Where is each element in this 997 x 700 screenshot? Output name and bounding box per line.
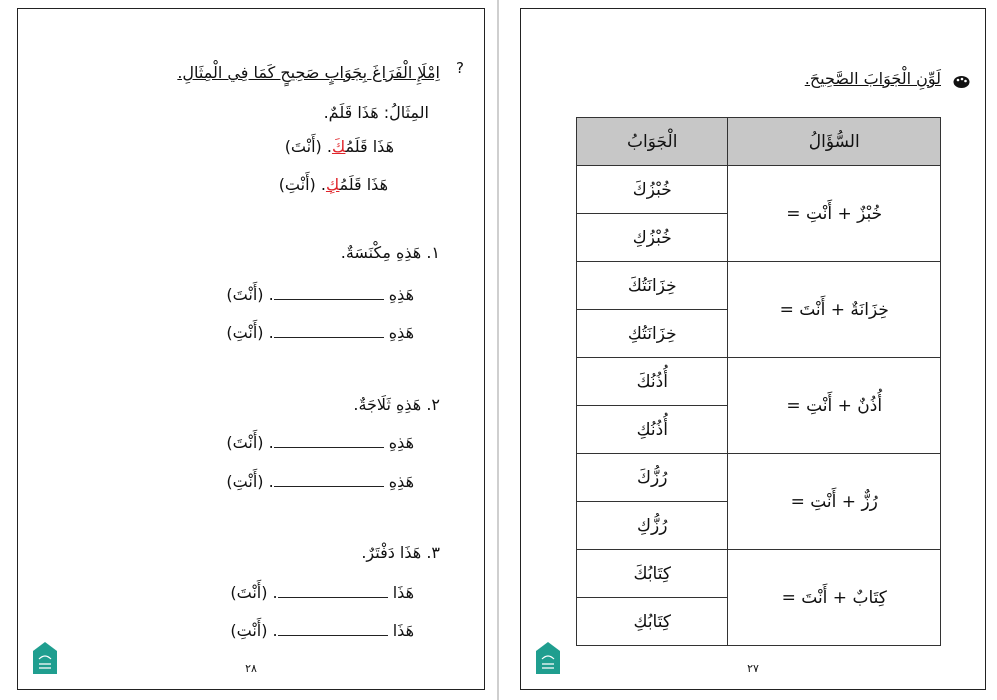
page-number: ٢٨ — [245, 662, 257, 675]
header-answer: الْجَوَابُ — [577, 118, 728, 166]
question-cell: رُزٌّ + أَنْتِ = — [728, 454, 941, 550]
answer-blank[interactable] — [274, 325, 384, 338]
example-answer-2: هَذَا قَلَمُكِ. (أَنْتِ) — [278, 175, 388, 194]
left-page — [17, 8, 485, 690]
answer-option[interactable]: خُبْزُكِ — [577, 214, 728, 262]
answer-option[interactable]: أُذُنُكِ — [577, 406, 728, 454]
answer-option[interactable]: خِزَانَتُكِ — [577, 310, 728, 358]
table-row — [577, 358, 941, 406]
answer-blank[interactable] — [278, 585, 388, 598]
table-header — [577, 118, 941, 166]
question-cell: أُذُنٌ + أَنْتِ = — [728, 358, 941, 454]
palette-icon — [953, 75, 970, 89]
header-question: السُّؤَالُ — [728, 118, 941, 166]
question-cell: كِتَابٌ + أَنْتَ = — [728, 550, 941, 646]
left-instruction: اِمْلَإِ الْفَرَاغَ بِجَوَابٍ صَحِيحٍ كَمَا فِي الْمِثَالِ. — [177, 63, 440, 82]
exercise-3-title: ٣. هَذَا دَفْتَرٌ. — [361, 543, 440, 562]
question-cell: خِزَانَةٌ + أَنْتَ = — [728, 262, 941, 358]
exercise-2-line-1: هَذِهِ . (أَنْتَ) — [226, 433, 414, 452]
table-row — [577, 262, 941, 310]
answer-option[interactable]: كِتَابُكَ — [577, 550, 728, 598]
table-row — [577, 166, 941, 214]
answer-option[interactable]: خُبْزُكَ — [577, 166, 728, 214]
exercise-1-title: ١. هَذِهِ مِكْنَسَةٌ. — [340, 243, 440, 262]
table-row — [577, 550, 941, 598]
answer-option[interactable]: رُزُّكِ — [577, 502, 728, 550]
answer-option[interactable]: رُزُّكَ — [577, 454, 728, 502]
exercise-3-line-2: هَذَا . (أَنْتِ) — [230, 621, 414, 640]
question-cell: خُبْزٌ + أَنْتِ = — [728, 166, 941, 262]
example-label: المِثَالُ: هَذَا قَلَمٌ. — [323, 103, 429, 122]
answer-blank[interactable] — [278, 623, 388, 636]
table-row — [577, 454, 941, 502]
page-number: ٢٧ — [747, 662, 759, 675]
exercise-1-line-2: هَذِهِ . (أَنْتِ) — [226, 323, 414, 342]
question-mark-icon: ? — [456, 59, 464, 77]
answers-table — [576, 117, 941, 646]
page-divider — [497, 0, 499, 700]
answer-option[interactable]: أُذُنُكَ — [577, 358, 728, 406]
exercise-1-line-1: هَذِهِ . (أَنْتَ) — [226, 285, 414, 304]
exercise-2-line-2: هَذِهِ . (أَنْتِ) — [226, 472, 414, 491]
answer-blank[interactable] — [274, 287, 384, 300]
answer-blank[interactable] — [274, 435, 384, 448]
example-answer-1: هَذَا قَلَمُكَ. (أَنْتَ) — [284, 137, 394, 156]
answer-option[interactable]: كِتَابُكِ — [577, 598, 728, 646]
right-page — [520, 8, 986, 690]
exercise-2-title: ٢. هَذِهِ ثَلَاجَةٌ. — [353, 395, 440, 414]
exercise-3-line-1: هَذَا . (أَنْتَ) — [230, 583, 414, 602]
right-instruction: لَوِّنِ الْجَوَابَ الصَّحِيحَ. — [804, 69, 941, 88]
answer-blank[interactable] — [274, 474, 384, 487]
answer-option[interactable]: خِزَانَتُكَ — [577, 262, 728, 310]
